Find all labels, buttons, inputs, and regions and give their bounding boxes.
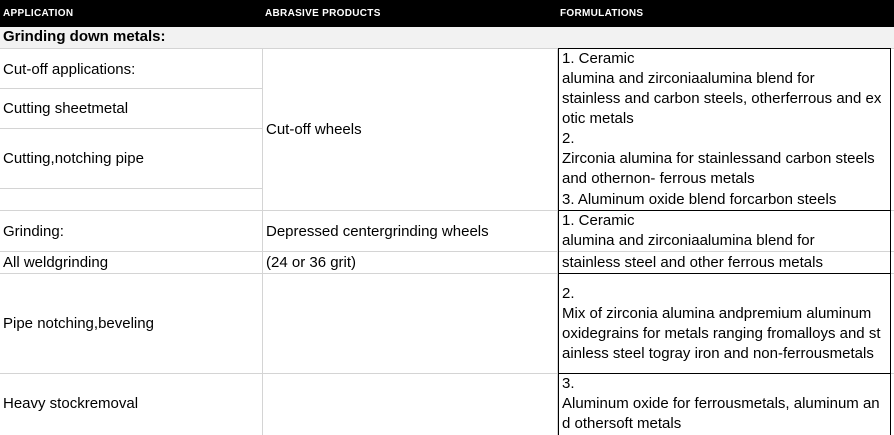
cell-abrasive-product: Cut-off wheels (266, 121, 362, 138)
formulation-line: 2. (562, 285, 575, 302)
cell-application: Pipe notching,beveling (3, 315, 154, 332)
cell-application: Cutting sheetmetal (3, 100, 129, 117)
table-header (0, 0, 894, 27)
formulation-line: oxidegrains for metals ranging fromalloys and st (562, 325, 881, 342)
formulation-border-right (890, 48, 891, 211)
formulation-line: stainless steel and other ferrous metals (562, 254, 823, 271)
header-application: APPLICATION (3, 8, 74, 19)
section-row (0, 27, 894, 48)
formulation-line: and othernon- ferrous metals (562, 170, 755, 187)
formulation-line: alumina and zirconiaalumina blend for (562, 232, 815, 249)
formulation-line: 1. Ceramic (562, 212, 635, 229)
formulation-line: 3. (562, 375, 575, 392)
cell-application: Heavy stockremoval (3, 395, 139, 412)
cell-application: Cutting,notching pipe (3, 150, 144, 167)
formulation-border (558, 273, 891, 274)
formulation-line: 2. (562, 130, 575, 147)
row-divider (0, 188, 262, 189)
formulation-border-right (890, 210, 891, 435)
formulation-line: alumina and zirconiaalumina blend for (562, 70, 815, 87)
formulation-line: Aluminum oxide for ferrousmetals, aluminum an (562, 395, 880, 412)
formulation-line: 3. Aluminum oxide blend forcarbon steels (562, 191, 837, 208)
cell-application: Cut-off applications: (3, 61, 136, 78)
cell-application: Grinding: (3, 223, 64, 240)
row-divider (0, 88, 262, 89)
row-divider (0, 128, 262, 129)
header-formulations: FORMULATIONS (560, 8, 644, 19)
cell-abrasive-product: (24 or 36 grit) (266, 254, 357, 271)
formulation-line: stainless and carbon steels, otherferrous and ex (562, 90, 882, 107)
formulation-line: otic metals (562, 110, 634, 127)
formulation-line: 1. Ceramic (562, 50, 635, 67)
formulation-line: Zirconia alumina for stainlessand carbon steels (562, 150, 875, 167)
column-divider (262, 48, 263, 435)
formulation-line: d othersoft metals (562, 415, 682, 432)
formulation-border (558, 373, 891, 374)
formulation-line: Mix of zirconia alumina andpremium aluminum (562, 305, 872, 322)
header-abrasive-products: ABRASIVE PRODUCTS (265, 8, 381, 19)
row-divider (0, 251, 894, 252)
formulation-border-left (558, 48, 559, 435)
cell-abrasive-product: Depressed centergrinding wheels (266, 223, 489, 240)
cell-application: All weldgrinding (3, 254, 109, 271)
formulation-line: ainless steel togray iron and non-ferrousmetals (562, 345, 874, 362)
section-title: Grinding down metals: (3, 28, 166, 45)
